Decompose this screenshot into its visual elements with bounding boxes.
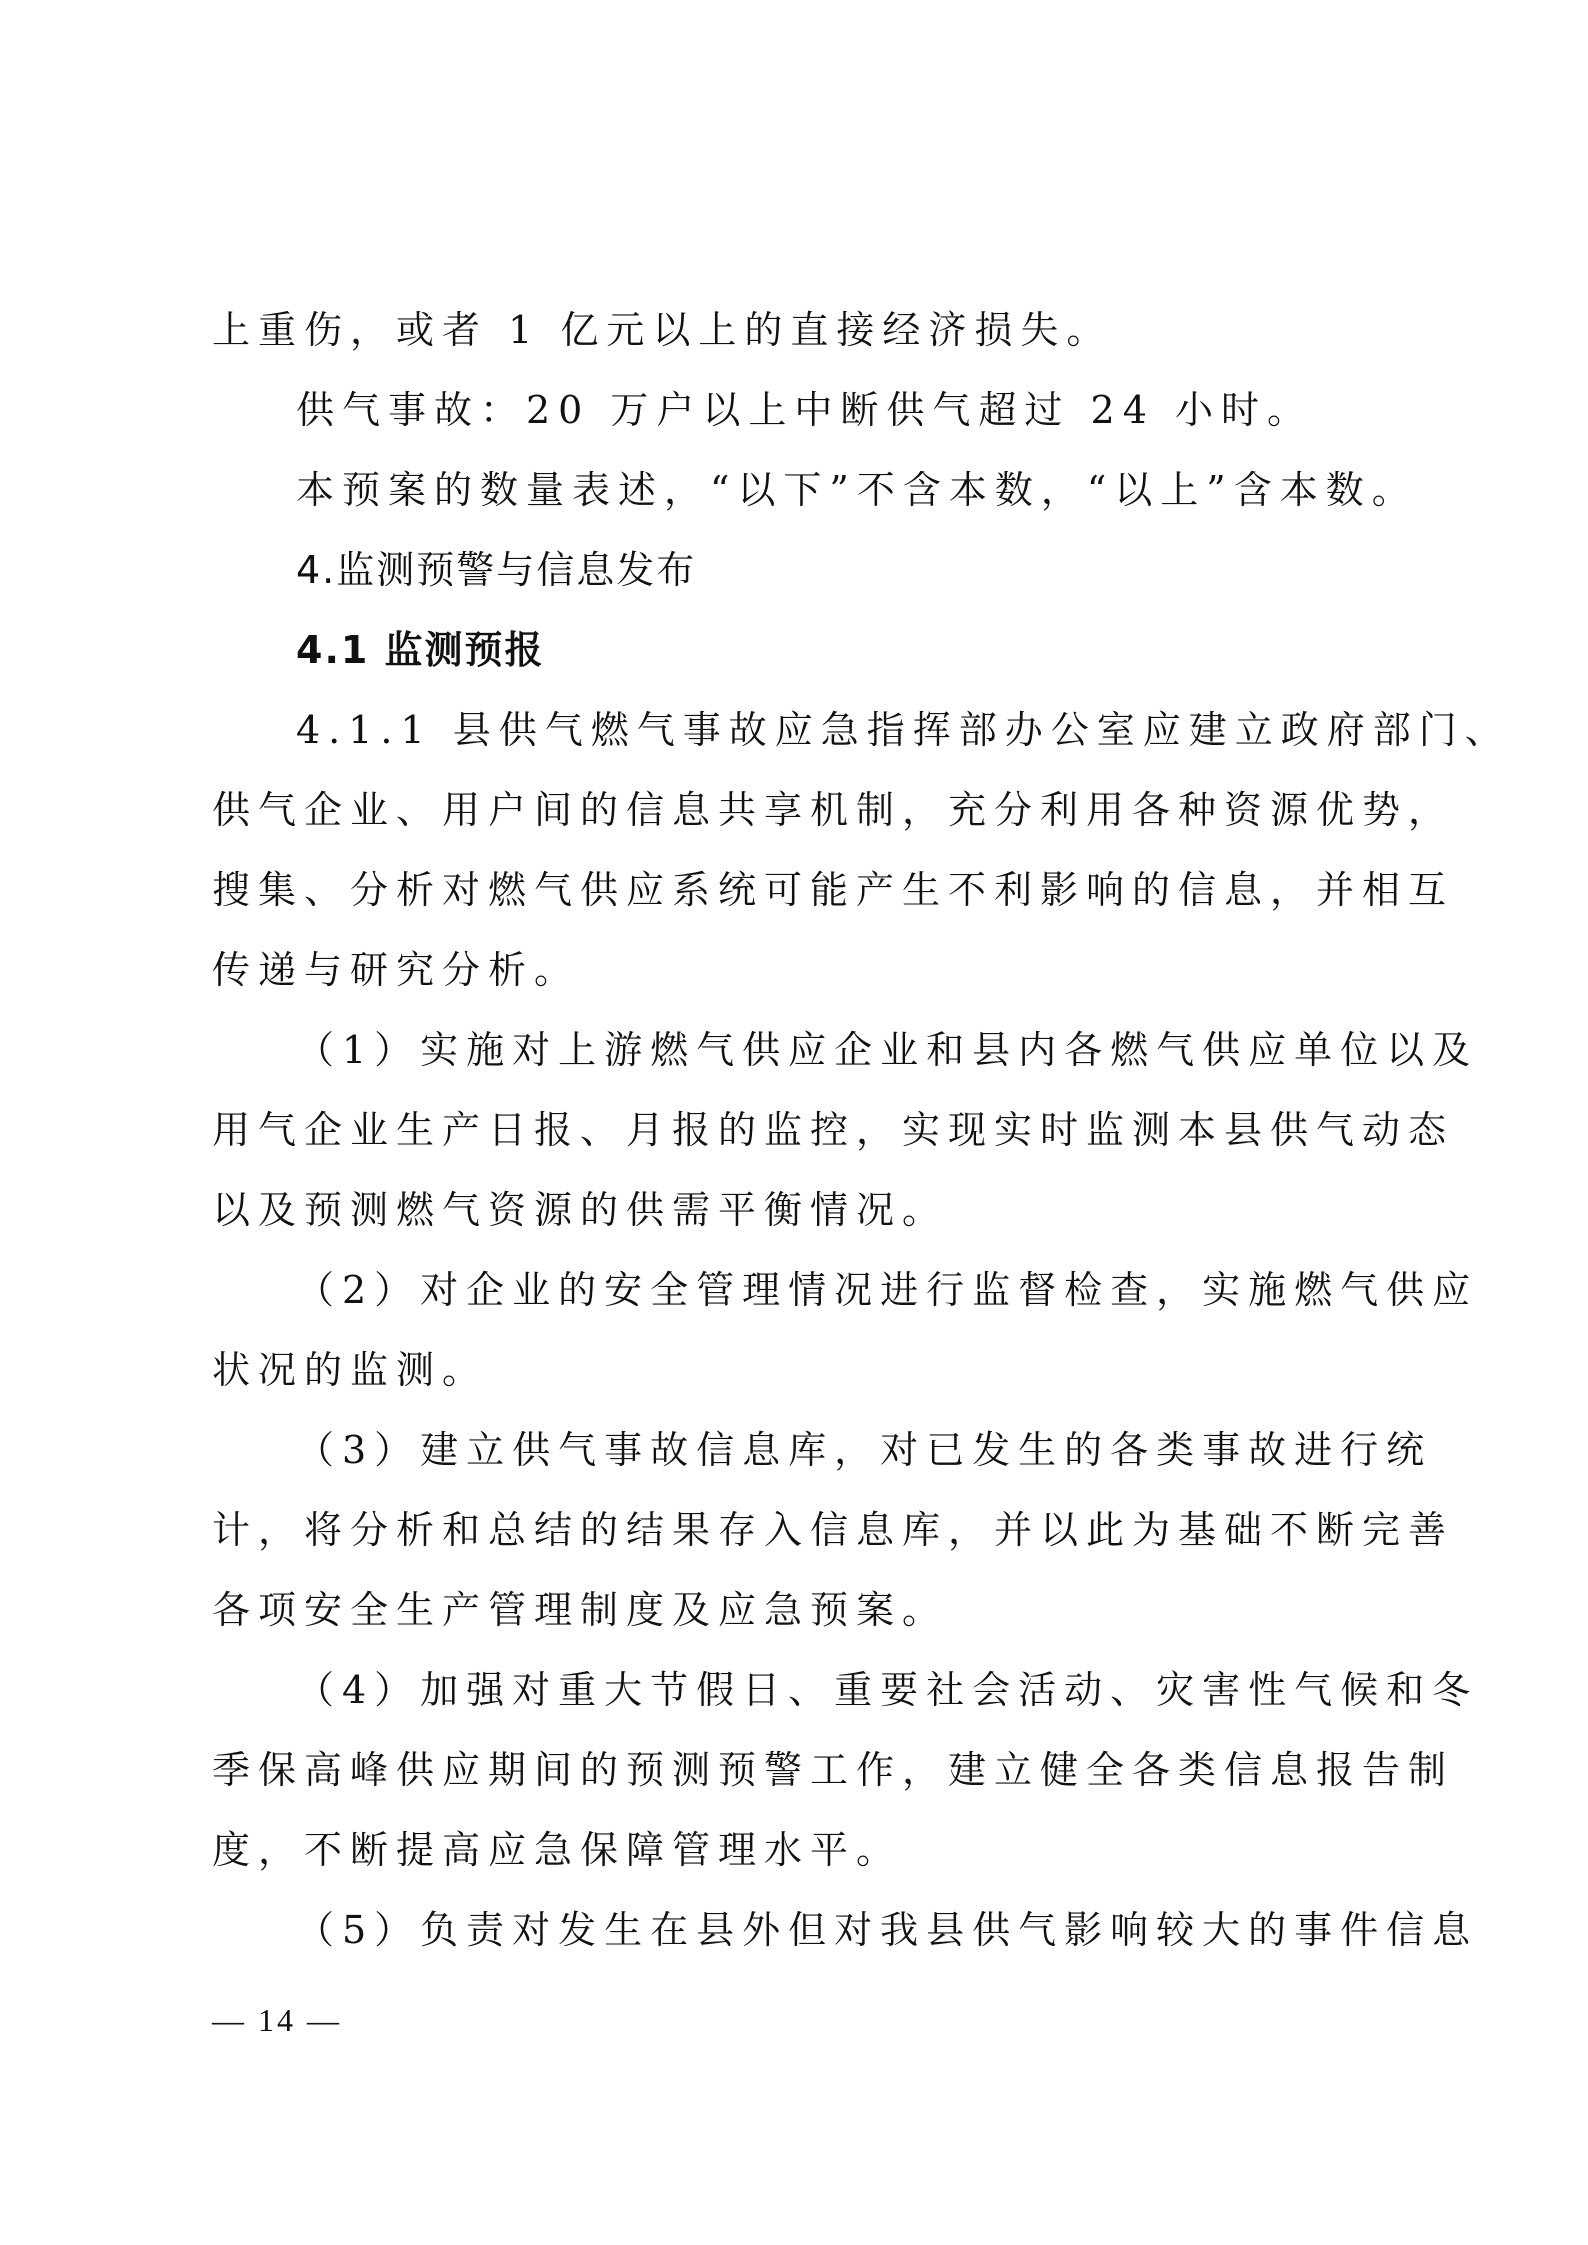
body-line: 传递与研究分析。 [212,948,581,992]
body-line: 以及预测燃气资源的供需平衡情况。 [212,1188,949,1232]
body-line: 本预案的数量表述，“以下”不含本数，“以上”含本数。 [296,468,1418,512]
body-line: 计，将分析和总结的结果存入信息库，并以此为基础不断完善 [212,1508,1455,1552]
body-line: 供气事故：20 万户以上中断供气超过 24 小时。 [296,388,1313,432]
body-line: （1）实施对上游燃气供应企业和县内各燃气供应单位以及 [296,1028,1479,1072]
body-line: 搜集、分析对燃气供应系统可能产生不利影响的信息，并相互 [212,868,1455,912]
body-line: 4.1.1 县供气燃气事故应急指挥部办公室应建立政府部门、 [296,708,1511,752]
body-line: 状况的监测。 [212,1348,489,1392]
body-line: 各项安全生产管理制度及应急预案。 [212,1588,949,1632]
body-line: 季保高峰供应期间的预测预警工作，建立健全各类信息报告制 [212,1748,1455,1792]
body-line: 供气企业、用户间的信息共享机制，充分利用各种资源优势， [212,788,1455,832]
body-line: （2）对企业的安全管理情况进行监督检查，实施燃气供应 [296,1268,1479,1312]
body-line: 度，不断提高应急保障管理水平。 [212,1828,903,1872]
body-line: 上重伤，或者 1 亿元以上的直接经济损失。 [212,308,1113,352]
body-line: 用气企业生产日报、月报的监控，实现实时监测本县供气动态 [212,1108,1455,1152]
body-line: （4）加强对重大节假日、重要社会活动、灾害性气候和冬 [296,1668,1479,1712]
section-heading: 4.监测预警与信息发布 [296,548,697,592]
subsection-heading: 4.1 监测预报 [296,628,545,672]
page-number: — 14 — [212,2002,342,2038]
body-line: （5）负责对发生在县外但对我县供气影响较大的事件信息 [296,1908,1479,1952]
body-line: （3）建立供气事故信息库，对已发生的各类事故进行统 [296,1428,1433,1472]
